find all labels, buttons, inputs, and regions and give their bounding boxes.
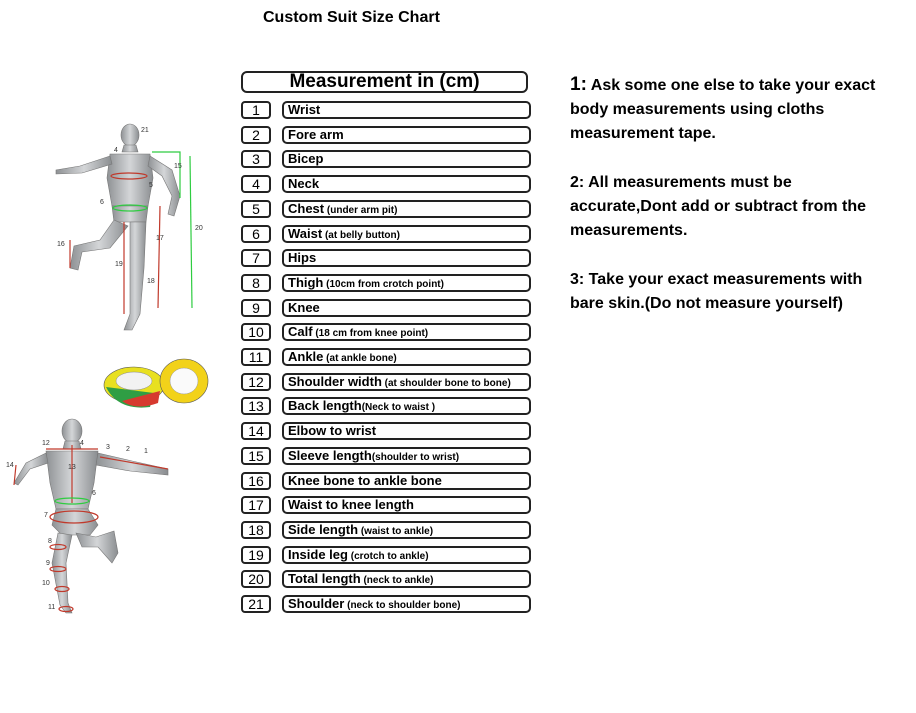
row-number: 6 bbox=[241, 225, 271, 243]
figure-label: 6 bbox=[92, 490, 96, 497]
row-number: 14 bbox=[241, 422, 271, 440]
row-number: 17 bbox=[241, 496, 271, 514]
instruction-item bbox=[570, 268, 900, 316]
row-label-box bbox=[282, 126, 531, 144]
figure-label: 21 bbox=[141, 127, 149, 134]
figure-label: 19 bbox=[115, 261, 123, 268]
row-label-box bbox=[282, 274, 531, 292]
row-number: 19 bbox=[241, 546, 271, 564]
row-number: 8 bbox=[241, 274, 271, 292]
row-number: 21 bbox=[241, 595, 271, 613]
row-note: (Neck to waist ) bbox=[361, 402, 436, 414]
row-label-box bbox=[282, 422, 531, 440]
row-label: Fore arm bbox=[288, 126, 344, 142]
row-label-box bbox=[282, 595, 531, 613]
figure-label: 16 bbox=[57, 241, 65, 248]
table-row bbox=[240, 249, 532, 268]
row-number: 4 bbox=[241, 175, 271, 193]
table-row bbox=[240, 323, 532, 342]
row-label-box bbox=[282, 175, 531, 193]
table-row bbox=[240, 422, 532, 441]
row-label-box bbox=[282, 200, 531, 218]
row-number: 16 bbox=[241, 472, 271, 490]
table-row bbox=[240, 472, 532, 491]
row-label-box bbox=[282, 521, 531, 539]
table-row bbox=[240, 546, 532, 565]
row-note: (waist to ankle) bbox=[358, 525, 434, 537]
row-note: (at belly button) bbox=[322, 229, 400, 241]
row-note: (crotch to ankle) bbox=[347, 550, 429, 562]
row-note: (18 cm from knee point) bbox=[312, 328, 429, 340]
row-label-box bbox=[282, 150, 531, 168]
row-number: 13 bbox=[241, 397, 271, 415]
table-row bbox=[240, 397, 532, 416]
figure-label: 11 bbox=[48, 604, 56, 611]
figure-label: 8 bbox=[48, 538, 52, 545]
row-note: (10cm from crotch point) bbox=[323, 278, 444, 290]
figure-label: 13 bbox=[68, 464, 76, 471]
row-number: 18 bbox=[241, 521, 271, 539]
row-label: Waist to knee length bbox=[288, 497, 414, 513]
table-row bbox=[240, 447, 532, 466]
measuring-tape-image bbox=[102, 351, 210, 417]
row-label: Chest bbox=[288, 200, 325, 216]
figure-label: 6 bbox=[100, 199, 104, 206]
table-row bbox=[240, 299, 532, 318]
figure-label: 14 bbox=[6, 462, 14, 469]
table-row bbox=[240, 274, 532, 293]
row-number: 5 bbox=[241, 200, 271, 218]
row-label-box bbox=[282, 299, 531, 317]
row-label-box bbox=[282, 249, 531, 267]
row-note: (shoulder to wrist) bbox=[371, 451, 460, 463]
table-row bbox=[240, 570, 532, 589]
figure-label: 18 bbox=[147, 278, 155, 285]
row-note: (neck to shoulder bone) bbox=[344, 600, 461, 611]
row-label-box bbox=[282, 101, 531, 119]
row-label-box bbox=[282, 546, 531, 564]
row-label: Wrist bbox=[288, 102, 321, 117]
instruction-number: 2: bbox=[570, 174, 585, 191]
instruction-text: Ask some one else to take your exact body measurements using cloths measurement tape. bbox=[570, 77, 876, 142]
row-label: Inside leg bbox=[288, 546, 348, 562]
row-label: Thigh bbox=[288, 274, 324, 290]
row-label-box bbox=[282, 496, 531, 514]
table-row bbox=[240, 225, 532, 244]
row-number: 10 bbox=[241, 323, 271, 341]
instruction-item bbox=[570, 73, 900, 146]
row-note: (at shoulder bone to bone) bbox=[381, 377, 511, 389]
row-label: Elbow to wrist bbox=[288, 423, 377, 439]
table-header: Measurement in (cm) bbox=[241, 71, 528, 93]
row-number: 12 bbox=[241, 373, 271, 391]
row-number: 11 bbox=[241, 348, 271, 366]
page-title: Custom Suit Size Chart bbox=[263, 9, 440, 26]
row-note: (at ankle bone) bbox=[323, 353, 397, 364]
figure-label: 1 bbox=[144, 448, 148, 455]
front-body-silhouette bbox=[56, 124, 180, 330]
instructions-panel bbox=[570, 73, 900, 341]
table-row bbox=[240, 150, 532, 169]
row-number: 9 bbox=[241, 299, 271, 317]
row-number: 7 bbox=[241, 249, 271, 267]
figure-label: 4 bbox=[114, 147, 118, 154]
row-note: (under arm pit) bbox=[324, 204, 398, 216]
table-row bbox=[240, 521, 532, 540]
table-row bbox=[240, 101, 532, 120]
row-note: (neck to ankle) bbox=[360, 575, 434, 587]
row-label: Neck bbox=[288, 176, 320, 192]
row-number: 2 bbox=[241, 126, 271, 144]
figure-label: 3 bbox=[106, 444, 110, 451]
instruction-number: 1: bbox=[570, 74, 587, 95]
figure-label: 10 bbox=[42, 580, 50, 587]
instruction-item bbox=[570, 171, 900, 243]
row-label-box bbox=[282, 323, 531, 341]
figure-label: 17 bbox=[156, 235, 164, 242]
instruction-text: Take your exact measurements with bare skin.(Do not measure yourself) bbox=[570, 271, 863, 312]
back-body-figure bbox=[2, 413, 177, 625]
table-row bbox=[240, 373, 532, 392]
row-label: Side length bbox=[288, 521, 359, 537]
row-label: Bicep bbox=[288, 151, 324, 167]
row-label: Back length bbox=[288, 398, 362, 414]
row-number: 15 bbox=[241, 447, 271, 465]
table-row bbox=[240, 175, 532, 194]
row-label: Shoulder width bbox=[288, 373, 382, 389]
figure-label: 4 bbox=[80, 440, 84, 447]
row-label-box bbox=[282, 397, 531, 415]
row-label: Total length bbox=[288, 571, 361, 587]
row-label: Waist bbox=[288, 225, 323, 241]
figure-label: 9 bbox=[46, 560, 50, 567]
figure-label: 2 bbox=[126, 446, 130, 453]
row-number: 20 bbox=[241, 570, 271, 588]
instruction-text: All measurements must be accurate,Dont add or subtract from the measurements. bbox=[570, 174, 867, 239]
row-label: Knee bbox=[288, 299, 320, 315]
figure-label: 12 bbox=[42, 440, 50, 447]
row-label-box bbox=[282, 570, 531, 588]
table-row bbox=[240, 200, 532, 219]
row-label: Hips bbox=[288, 250, 317, 266]
row-label: Calf bbox=[288, 324, 313, 340]
row-number: 1 bbox=[241, 101, 271, 119]
table-row bbox=[240, 348, 532, 367]
row-label-box bbox=[282, 373, 531, 391]
figure-label: 20 bbox=[195, 225, 203, 232]
row-label: Knee bone to ankle bone bbox=[288, 472, 442, 488]
row-label-box bbox=[282, 472, 531, 490]
figure-label: 7 bbox=[44, 512, 48, 519]
row-label: Shoulder bbox=[288, 596, 345, 611]
table-row bbox=[240, 126, 532, 145]
table-row bbox=[240, 496, 532, 515]
instruction-number: 3: bbox=[570, 271, 585, 288]
row-number: 3 bbox=[241, 150, 271, 168]
row-label-box bbox=[282, 225, 531, 243]
row-label: Sleeve length bbox=[288, 447, 372, 463]
table-row bbox=[240, 595, 532, 614]
row-label-box bbox=[282, 348, 531, 366]
figure-label: 15 bbox=[174, 163, 182, 170]
figure-label: 5 bbox=[149, 182, 153, 189]
row-label: Ankle bbox=[288, 349, 324, 364]
front-body-figure bbox=[40, 118, 215, 338]
row-label-box bbox=[282, 447, 531, 465]
